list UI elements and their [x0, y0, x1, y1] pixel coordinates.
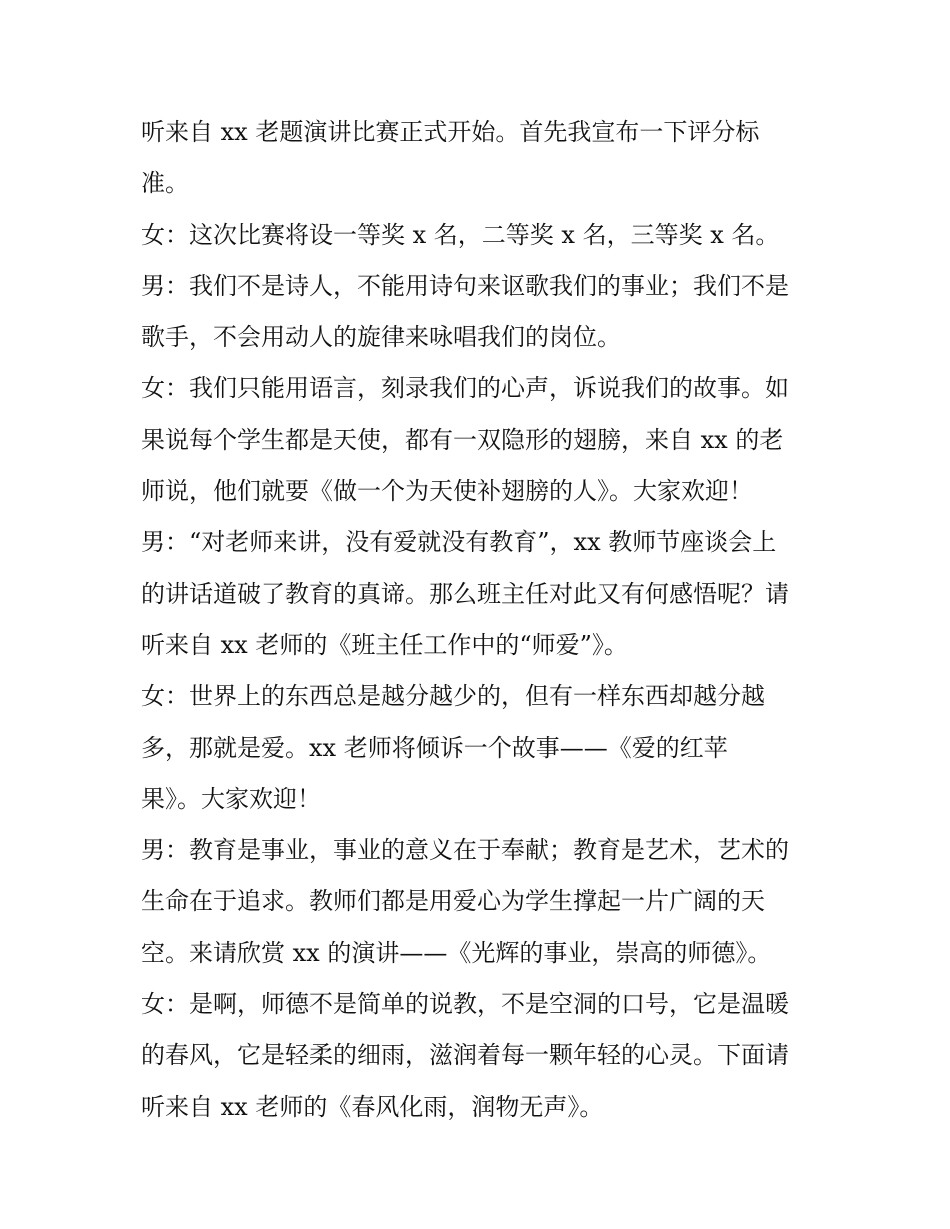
text-line: 多，那就是爱。xx 老师将倾诉一个故事——《爱的红苹: [141, 733, 728, 762]
text-line: 男：教育是事业，事业的意义在于奉献；教育是艺术，艺术的: [141, 836, 789, 865]
text-line: 女：是啊，师德不是简单的说教，不是空洞的口号，它是温暖: [141, 990, 789, 1019]
text-line: 空。来请欣赏 xx 的演讲——《光辉的事业，崇高的师德》。: [141, 938, 772, 967]
text-line: 师说，他们就要《做一个为天使补翅膀的人》。大家欢迎！: [141, 477, 753, 506]
text-line: 果》。大家欢迎！: [141, 784, 321, 813]
text-line: 听来自 xx 老师的《春风化雨，润物无声》。: [141, 1092, 604, 1121]
text-line: 男：我们不是诗人，不能用诗句来讴歌我们的事业；我们不是: [141, 271, 789, 300]
text-line: 男：“对老师来讲，没有爱就没有教育”，xx 教师节座谈会上: [141, 528, 777, 557]
text-line: 的春风，它是轻柔的细雨，滋润着每一颗年轻的心灵。下面请: [141, 1041, 789, 1070]
text-line: 生命在于追求。教师们都是用爱心为学生撑起一片广阔的天: [141, 887, 765, 916]
text-line: 听来自 xx 老师的《班主任工作中的“师爱”》。: [141, 630, 628, 659]
text-line: 听来自 xx 老题演讲比赛正式开始。首先我宣布一下评分标: [141, 118, 760, 146]
text-line: 果说每个学生都是天使，都有一双隐形的翅膀，来自 xx 的老: [141, 425, 784, 454]
text-line: 准。: [141, 169, 189, 198]
text-line: 女：我们只能用语言，刻录我们的心声，诉说我们的故事。如: [141, 374, 789, 403]
text-line: 的讲话道破了教育的真谛。那么班主任对此又有何感悟呢？请: [141, 579, 789, 608]
text-line: 歌手，不会用动人的旋律来咏唱我们的岗位。: [141, 323, 621, 352]
body-text: [141, 107, 821, 1133]
text-line: 女：这次比赛将设一等奖 x 名，二等奖 x 名，三等奖 x 名。: [141, 220, 780, 249]
text-line: 女：世界上的东西总是越分越少的，但有一样东西却越分越: [141, 682, 765, 711]
